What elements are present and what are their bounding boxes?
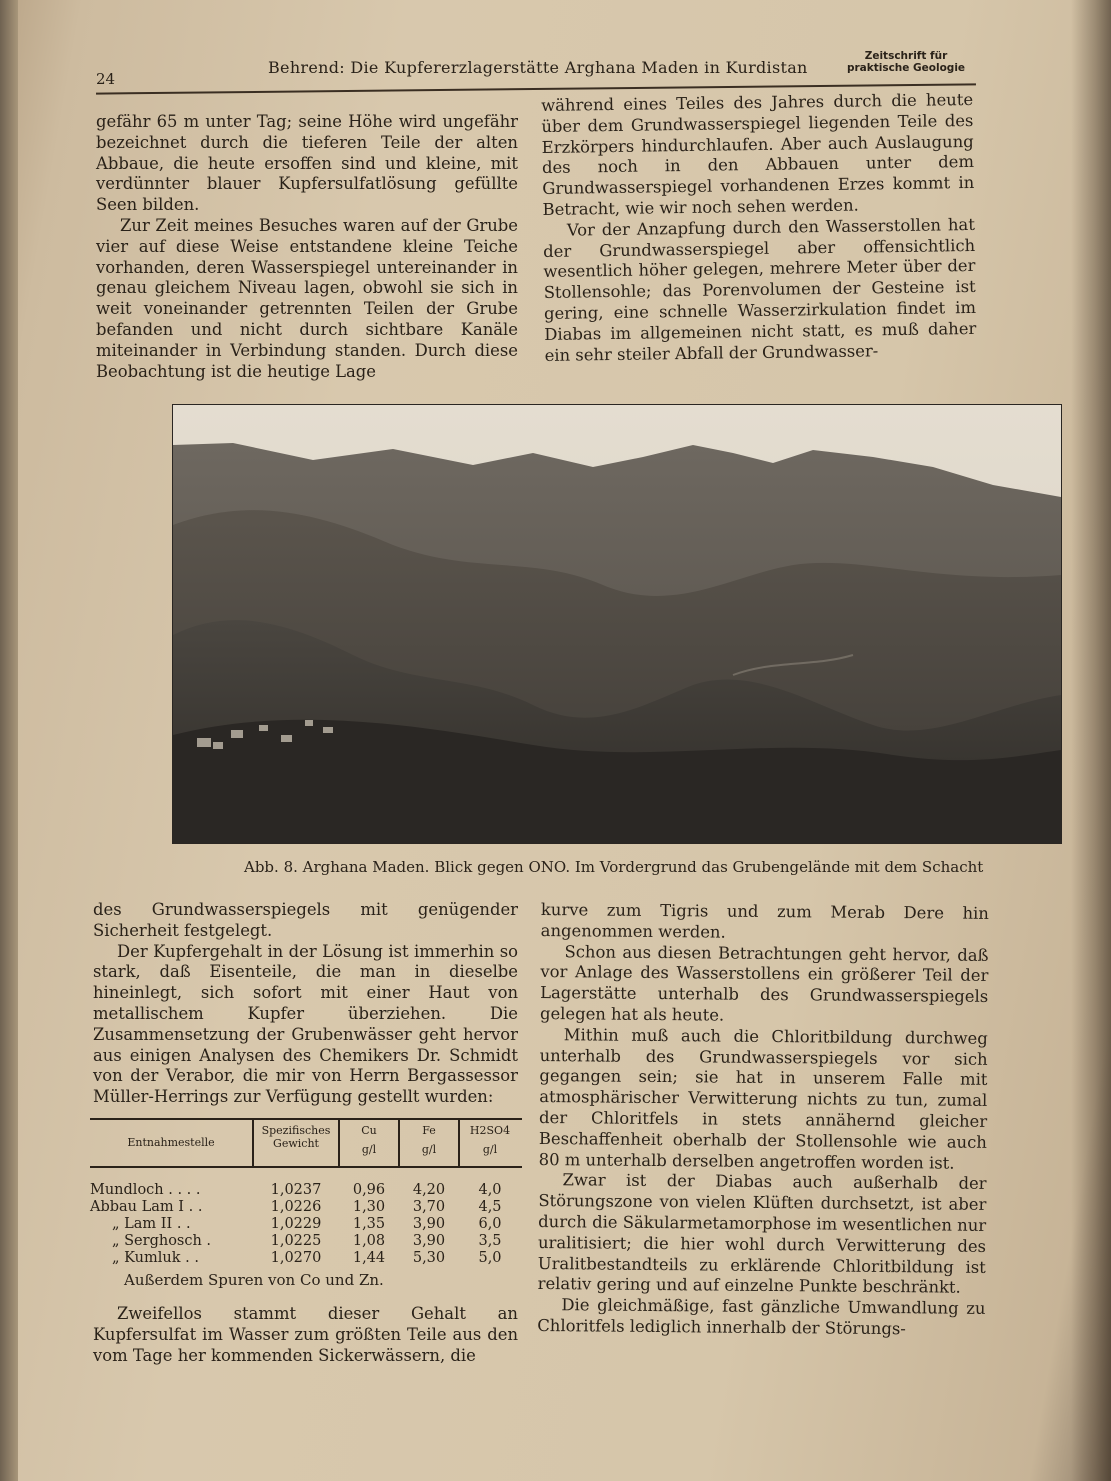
cell-site: Mundloch . . . . bbox=[90, 1182, 201, 1198]
cell-site: Abbau Lam I . . bbox=[90, 1199, 203, 1215]
cell-weight: 1,0237 bbox=[270, 1182, 322, 1198]
header-fe-unit: g/l bbox=[421, 1143, 437, 1156]
header-cu bbox=[340, 1124, 398, 1156]
page-header bbox=[96, 50, 976, 86]
cell-h2so4: 4,0 bbox=[478, 1182, 502, 1198]
header-cu-unit: g/l bbox=[361, 1143, 377, 1156]
column-bottom-left bbox=[93, 900, 518, 1108]
cell-h2so4: 6,0 bbox=[478, 1216, 502, 1232]
page-edge-right bbox=[1071, 0, 1111, 1481]
cell-h2so4: 5,0 bbox=[478, 1250, 502, 1266]
cell-site: „ Serghosch . bbox=[112, 1233, 212, 1249]
cell-site: „ Lam II . . bbox=[112, 1216, 191, 1232]
paragraph: Mithin muß auch die Chloritbildung durchweg unterhalb des Grundwasserspiegels vor sich gegangen sein; sie hat in unserem Falle mit atmosphärischer Verwitterung nichts zu tun, zumal der Chloritfels in stets annähernd gleicher Beschaffenheit oberhalb der Stollensohle wie auch 80 m unterhalb derselben angetroffen worden ist. bbox=[538, 1024, 988, 1173]
paragraph: während eines Teiles des Jahres durch die heute über dem Grundwasserspiegel liegenden Teile des Erzkörpers hindurchlaufen. Aber auch Auslaugung des noch in den Abbauen unter dem Grundwasserspiegel vorhandenen Erzes kommt in Betracht, wie wir noch sehen werden. bbox=[541, 89, 975, 219]
column-bottom-right bbox=[537, 900, 989, 1341]
header-site: Entnahmestelle bbox=[127, 1136, 215, 1149]
figure-caption: Abb. 8. Arghana Maden. Blick gegen ONO. Im Vordergrund das Grubengelände mit dem Schacht bbox=[244, 858, 984, 876]
cell-cu: 1,35 bbox=[352, 1216, 386, 1232]
paragraph: Zwar ist der Diabas auch außerhalb der Störungszone von vielen Klüften durchsetzt, ist aber durch die Säkularmetamorphose im wesentlichen nur uralitisiert; die hier wohl durch Verwitterung des Uralitbestandteils zu erklärende Chloritbildung ist relativ gering und auf einzelne Punkte beschränkt. bbox=[537, 1170, 987, 1298]
table-body bbox=[90, 1182, 522, 1267]
paragraph: Zur Zeit meines Besuches waren auf der Grube vier auf diese Weise entstandene kleine Teiche vorhanden, deren Wasserspiegel untereinander in genau gleichem Niveau lagen, obwohl sie sich in weit voneinander getrennten Teilen der Grube befanden und nicht durch sichtbare Kanäle miteinander in Verbindung standen. Durch diese Beobachtung ist die heutige Lage bbox=[96, 215, 518, 381]
cell-weight: 1,0225 bbox=[270, 1233, 322, 1249]
header-fe bbox=[400, 1124, 458, 1156]
running-title: Behrend: Die Kupfererzlagerstätte Arghana Maden in Kurdistan bbox=[268, 58, 808, 77]
page-number: 24 bbox=[96, 70, 116, 88]
header-cu-label: Cu bbox=[361, 1124, 377, 1137]
header-h2so4-unit: g/l bbox=[482, 1143, 498, 1156]
cell-cu: 1,44 bbox=[352, 1250, 386, 1266]
table-note: Außerdem Spuren von Co und Zn. bbox=[124, 1271, 384, 1289]
cell-fe: 5,30 bbox=[412, 1250, 446, 1266]
cell-h2so4: 3,5 bbox=[478, 1233, 502, 1249]
paragraph: Schon aus diesen Betrachtungen geht hervor, daß vor Anlage des Wasserstollens ein größerer Teil der Lagerstätte unterhalb des Grundwasserspiegels gelegen hat als heute. bbox=[539, 941, 989, 1025]
table-row bbox=[90, 1216, 522, 1233]
header-h2so4-label: H2SO4 bbox=[469, 1124, 511, 1137]
column-top-right bbox=[541, 90, 977, 366]
page-edge-left bbox=[0, 0, 18, 1481]
column-divider bbox=[252, 1120, 254, 1166]
paragraph: gefähr 65 m unter Tag; seine Höhe wird ungefähr bezeichnet durch die tieferen Teile der alten Abbaue, die heute ersoffen sind und kleine, mit verdünnter blauer Kupfersulfatlösung gefüllte Seen bilden. bbox=[96, 112, 518, 215]
cell-fe: 4,20 bbox=[412, 1182, 446, 1198]
paragraph: des Grundwasserspiegels mit genügender Sicherheit festgelegt. bbox=[93, 900, 518, 940]
table-header bbox=[90, 1118, 522, 1168]
water-analysis-table bbox=[90, 1118, 522, 1289]
column-bottom-left-continued bbox=[93, 1304, 518, 1366]
table-row bbox=[90, 1250, 522, 1267]
paragraph: Der Kupfergehalt in der Lösung ist immerhin so stark, daß Eisenteile, die man in dieselbe hineinlegt, sich sofort mit einer Haut von metallischem Kupfer überziehen. Die Zusammensetzung der Grubenwässer geht hervor aus einigen Analysen des Chemikers Dr. Schmidt von der Verabor, die mir von Herrn Bergassessor Müller-Herrings zur Verfügung gestellt wurden: bbox=[93, 941, 518, 1107]
header-weight: Spezifisches Gewicht bbox=[261, 1124, 331, 1150]
cell-cu: 1,30 bbox=[352, 1199, 386, 1215]
table-row bbox=[90, 1199, 522, 1216]
cell-weight: 1,0226 bbox=[270, 1199, 322, 1215]
cell-site: „ Kumluk . . bbox=[112, 1250, 199, 1266]
paragraph: Zweifellos stammt dieser Gehalt an Kupfersulfat im Wasser zum größten Teile aus den vom Tage her kommenden Sickerwässern, die bbox=[93, 1304, 518, 1365]
cell-cu: 1,08 bbox=[352, 1233, 386, 1249]
paragraph: kurve zum Tigris und zum Merab Dere hin angenommen werden. bbox=[540, 900, 989, 942]
cell-h2so4: 4,5 bbox=[478, 1199, 502, 1215]
table-row bbox=[90, 1233, 522, 1250]
cell-fe: 3,90 bbox=[412, 1233, 446, 1249]
journal-name-line2: praktische Geologie bbox=[846, 62, 966, 74]
landscape-photo bbox=[172, 404, 1062, 844]
table-row bbox=[90, 1182, 522, 1199]
cell-fe: 3,70 bbox=[412, 1199, 446, 1215]
paragraph: Die gleichmäßige, fast gänzliche Umwandlung zu Chloritfels lediglich innerhalb der Störungs- bbox=[537, 1295, 986, 1339]
paragraph: Vor der Anzapfung durch den Wasserstollen hat der Grundwasserspiegel aber offensichtlich wesentlich höher gelegen, mehrere Meter über der Stollensohle; das Porenvolumen der Gesteine ist gering, eine schnelle Wasserzirkulation findet im Diabas im allgemeinen nicht statt, es muß daher ein sehr steiler Abfall der Grundwasser- bbox=[543, 214, 977, 365]
mountain-landscape-image bbox=[173, 405, 1061, 843]
cell-cu: 0,96 bbox=[352, 1182, 386, 1198]
column-top-left bbox=[96, 112, 518, 382]
journal-name bbox=[836, 50, 976, 74]
header-fe-label: Fe bbox=[422, 1124, 436, 1137]
journal-name-line1: Zeitschrift für bbox=[864, 50, 948, 62]
cell-fe: 3,90 bbox=[412, 1216, 446, 1232]
header-h2so4 bbox=[460, 1124, 520, 1156]
cell-weight: 1,0229 bbox=[270, 1216, 322, 1232]
cell-weight: 1,0270 bbox=[270, 1250, 322, 1266]
